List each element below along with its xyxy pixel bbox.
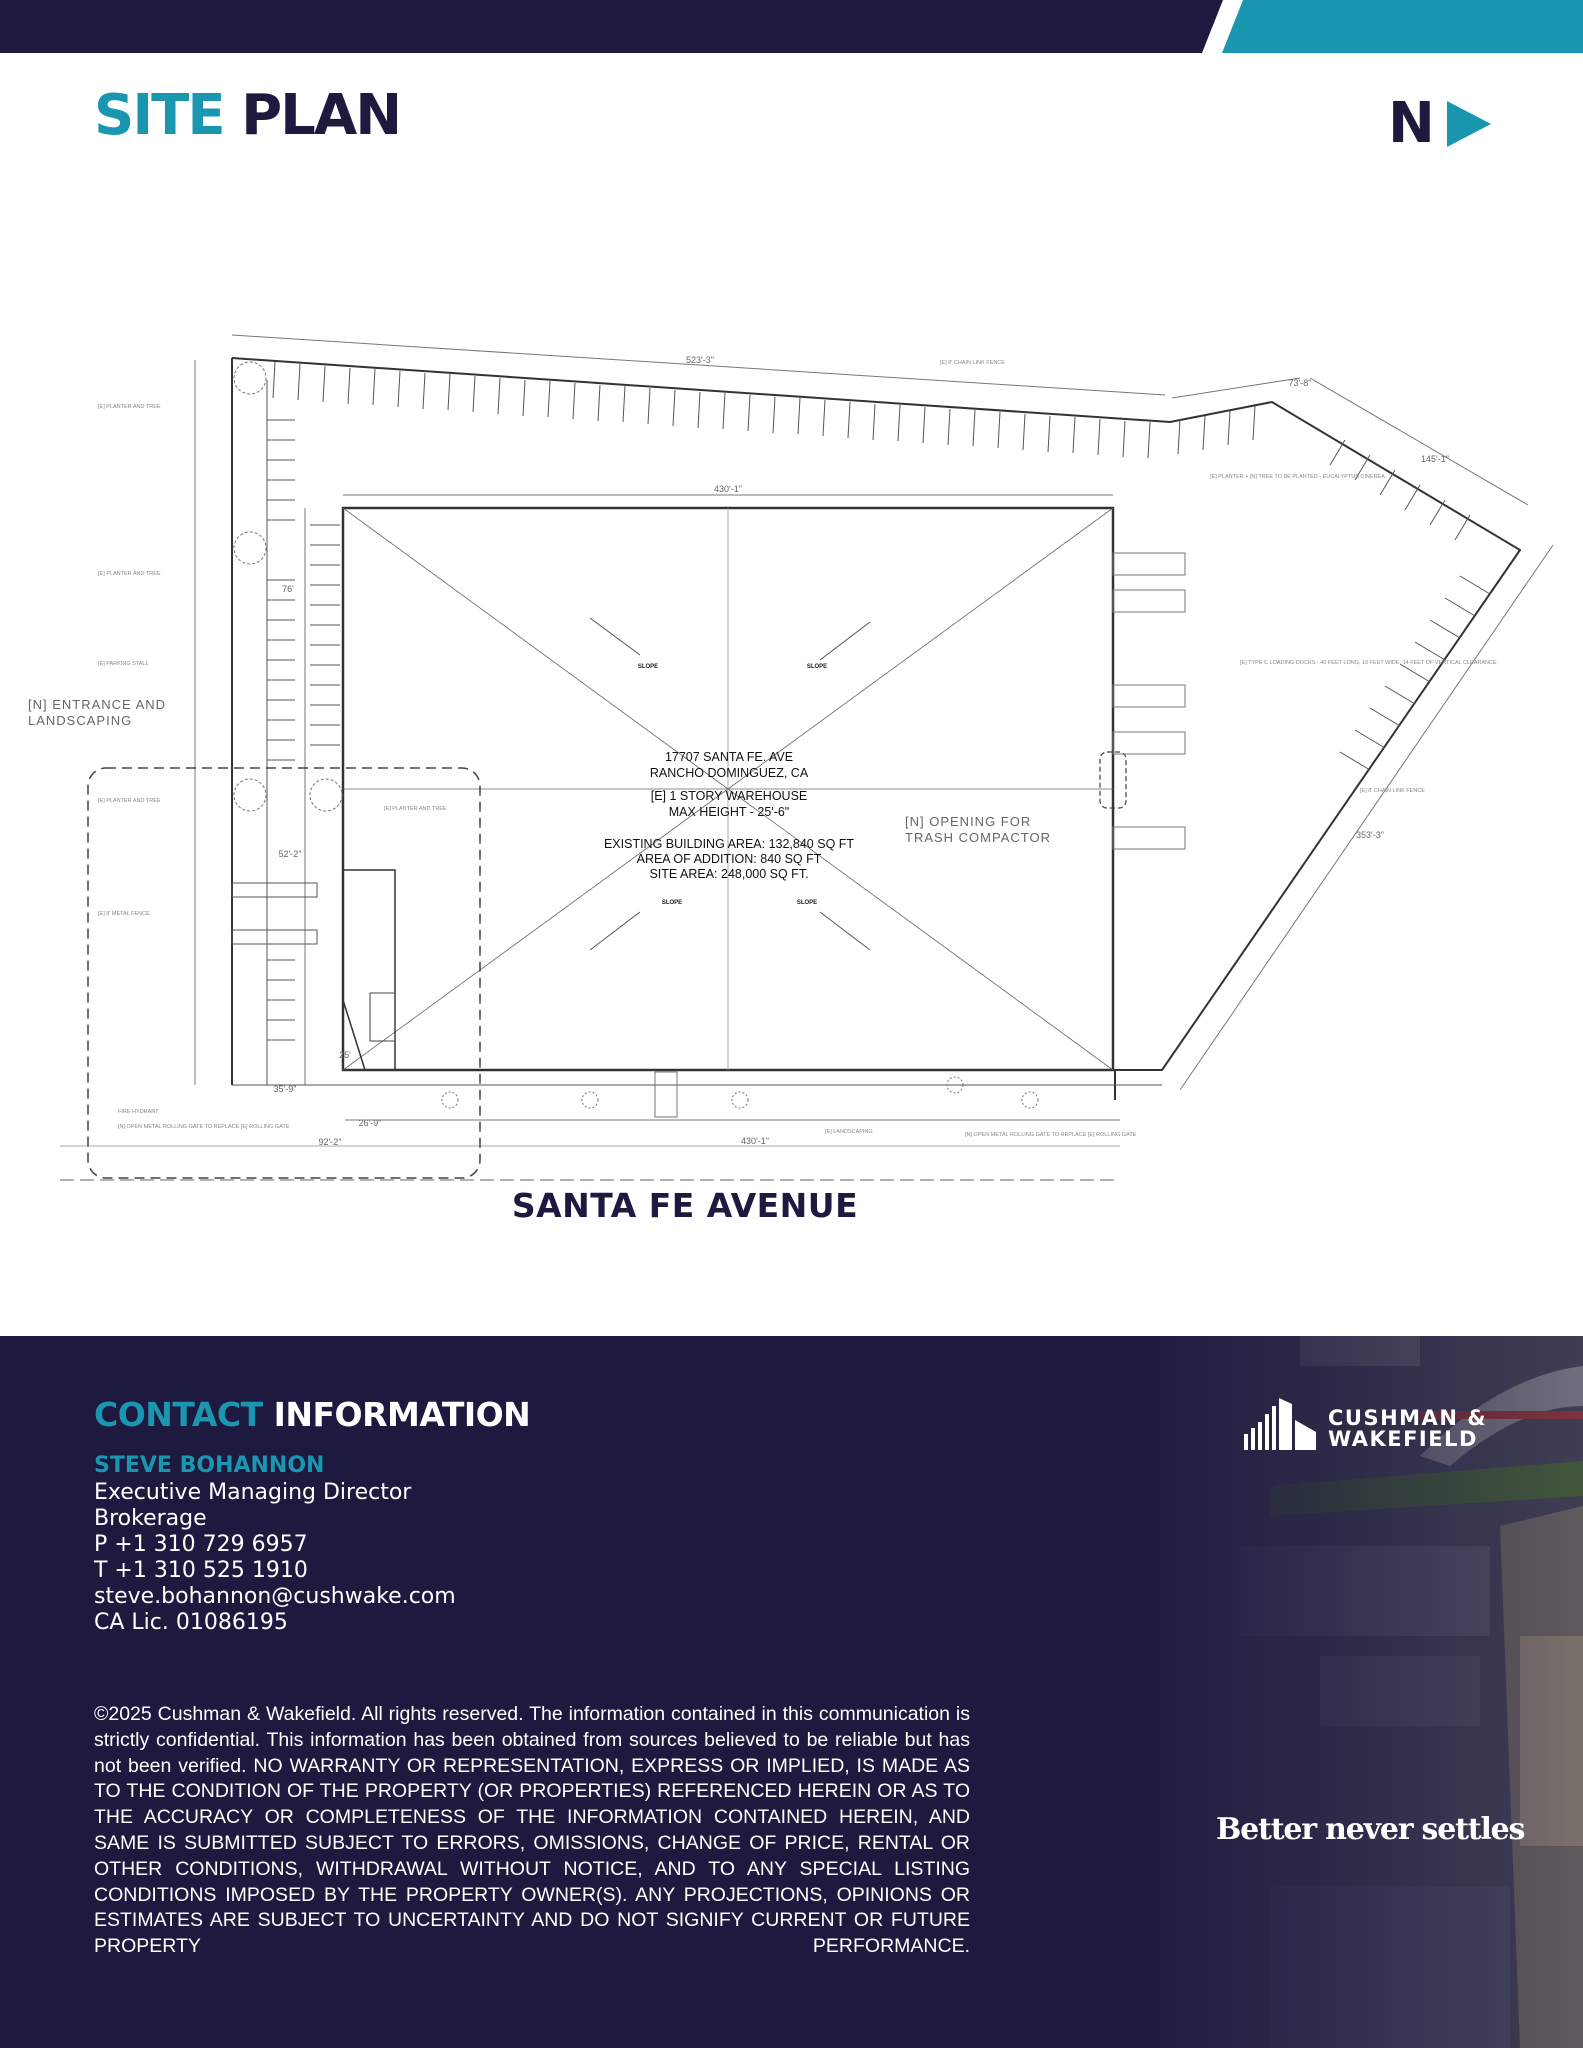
svg-text:SLOPE: SLOPE	[637, 664, 659, 670]
svg-text:[E] PLANTER AND TREE: [E] PLANTER AND TREE	[98, 571, 161, 577]
svg-text:25': 25'	[339, 1050, 351, 1060]
title-rest: PLAN	[241, 83, 401, 148]
contact-department: Brokerage	[94, 1506, 207, 1531]
site-plan-drawing	[0, 310, 1583, 1190]
svg-text:92'-2": 92'-2"	[318, 1137, 342, 1147]
contact-heading-rest: INFORMATION	[273, 1395, 531, 1434]
contact-name: STEVE BOHANNON	[94, 1453, 325, 1478]
svg-text:[E] PLANTER AND TREE: [E] PLANTER AND TREE	[98, 404, 161, 410]
brand-tagline: Better never settles	[1216, 1812, 1525, 1847]
contact-phone-p[interactable]: P +1 310 729 6957	[94, 1532, 308, 1557]
svg-text:430'-1": 430'-1"	[714, 484, 742, 494]
address-line1: 17707 SANTA FE. AVE	[664, 750, 794, 764]
svg-text:[E] 8' CHAIN LINK FENCE: [E] 8' CHAIN LINK FENCE	[1360, 788, 1425, 794]
building-line1: [E] 1 STORY WAREHOUSE	[650, 789, 808, 803]
logo-line2: WAKEFIELD	[1328, 1427, 1478, 1451]
address-line2: RANCHO DOMINGUEZ, CA	[649, 766, 809, 780]
entrance-note-line1: [N] ENTRANCE AND	[28, 697, 167, 712]
site-area: SITE AREA: 248,000 SQ FT.	[649, 867, 809, 881]
svg-text:52'-2": 52'-2"	[278, 849, 302, 859]
header-bar	[0, 0, 1583, 53]
north-arrow-icon	[1447, 101, 1491, 147]
cushman-wakefield-logo	[1244, 1398, 1487, 1450]
svg-text:145'-1": 145'-1"	[1421, 454, 1449, 464]
title-accent: SITE	[94, 83, 224, 148]
existing-area: EXISTING BUILDING AREA: 132,840 SQ FT	[603, 837, 855, 851]
contact-details	[94, 1480, 456, 1636]
entrance-landscaping-outline	[88, 768, 480, 1178]
building-line2: MAX HEIGHT - 25'-6"	[668, 805, 790, 819]
svg-text:[E] TYPE C LOADING DOCKS - 40: [E] TYPE C LOADING DOCKS - 40 FEET LONG, 10 FEET WIDE, 14 FEET OF VERTICAL CLEARANCE	[1240, 660, 1497, 666]
svg-text:[E] 8' METAL FENCE: [E] 8' METAL FENCE	[98, 911, 150, 917]
svg-text:[N] OPEN METAL ROLLING GATE TO: [N] OPEN METAL ROLLING GATE TO REPLACE [E] ROLLING GATE	[965, 1132, 1137, 1138]
contact-email-link[interactable]: steve.bohannon@cushwake.com	[94, 1584, 456, 1609]
page-title	[94, 83, 401, 148]
addition-area: AREA OF ADDITION: 840 SQ FT	[636, 852, 822, 866]
svg-text:[E] PLANTER AND TREE: [E] PLANTER AND TREE	[98, 798, 161, 804]
svg-text:523'-3": 523'-3"	[686, 355, 714, 365]
street-label: SANTA FE AVENUE	[511, 1186, 859, 1225]
svg-text:[E] PLANTER + [N] TREE TO BE P: [E] PLANTER + [N] TREE TO BE PLANTED - EUCALYPTUS CINEREA	[1210, 474, 1385, 480]
trash-note-line1: [N] OPENING FOR	[905, 814, 1032, 829]
svg-text:[E] 8' CHAIN LINK FENCE: [E] 8' CHAIN LINK FENCE	[940, 360, 1005, 366]
site-boundary	[232, 358, 1520, 1100]
logo-line1: CUSHMAN &	[1328, 1406, 1488, 1430]
svg-text:[E] PLANTER AND TREE: [E] PLANTER AND TREE	[384, 806, 447, 812]
contact-heading-accent: CONTACT	[94, 1395, 263, 1434]
trash-note-line2: TRASH COMPACTOR	[905, 830, 1051, 845]
svg-text:35'-9": 35'-9"	[273, 1084, 297, 1094]
contact-license: CA Lic. 01086195	[94, 1610, 288, 1635]
contact-phone-t[interactable]: T +1 310 525 1910	[94, 1558, 308, 1583]
entrance-note-line2: LANDSCAPING	[28, 713, 133, 728]
contact-title: Executive Managing Director	[94, 1480, 412, 1505]
svg-text:26'-9": 26'-9"	[358, 1118, 382, 1128]
svg-text:SLOPE: SLOPE	[796, 900, 818, 906]
contact-footer	[0, 1336, 1583, 2048]
svg-text:[N] OPEN METAL ROLLING GATE TO: [N] OPEN METAL ROLLING GATE TO REPLACE [E] ROLLING GATE	[118, 1124, 290, 1130]
legal-disclaimer: ©2025 Cushman & Wakefield. All rights reserved. The information contained in this communication is strictly confidential. This information has been obtained from sources believed to be reliable but has not been verified. NO WARRANTY OR REPRESENTATION, EXPRESS OR IMPLIED, IS MADE AS TO THE CONDITION OF THE PROPERTY (OR PROPERTIES) REFERENCED HEREIN OR AS TO THE ACCURACY OR COMPLETENESS OF THE INFORMATION CONTAINED HEREIN, AND SAME IS SUBMITTED SUBJECT TO ERRORS, OMISSIONS, CHANGE OF PRICE, RENTAL OR OTHER CONDITIONS, WITHDRAWAL WITHOUT NOTICE, AND TO ANY SPECIAL LISTING CONDITIONS IMPOSED BY THE PROPERTY OWNER(S). ANY PROJECTIONS, OPINIONS OR ESTIMATES ARE SUBJECT TO UNCERTAINTY AND DO NOT SIGNIFY CURRENT OR FUTURE PROPERTY PERFORMANCE.	[94, 1703, 970, 1958]
svg-text:76': 76'	[282, 584, 294, 594]
north-label: N	[1388, 91, 1435, 156]
svg-text:353'-3": 353'-3"	[1356, 830, 1384, 840]
svg-text:FIRE HYDRANT: FIRE HYDRANT	[118, 1109, 159, 1115]
svg-text:SLOPE: SLOPE	[661, 900, 683, 906]
svg-text:430'-1": 430'-1"	[741, 1136, 769, 1146]
north-indicator	[1388, 91, 1491, 156]
svg-text:SLOPE: SLOPE	[806, 664, 828, 670]
svg-text:73'-8": 73'-8"	[1288, 378, 1312, 388]
svg-text:[E] LANDSCAPING: [E] LANDSCAPING	[825, 1129, 873, 1135]
contact-heading	[94, 1395, 531, 1434]
svg-text:[E] PARKING STALL: [E] PARKING STALL	[98, 661, 149, 667]
building-bars-icon	[1244, 1398, 1316, 1450]
